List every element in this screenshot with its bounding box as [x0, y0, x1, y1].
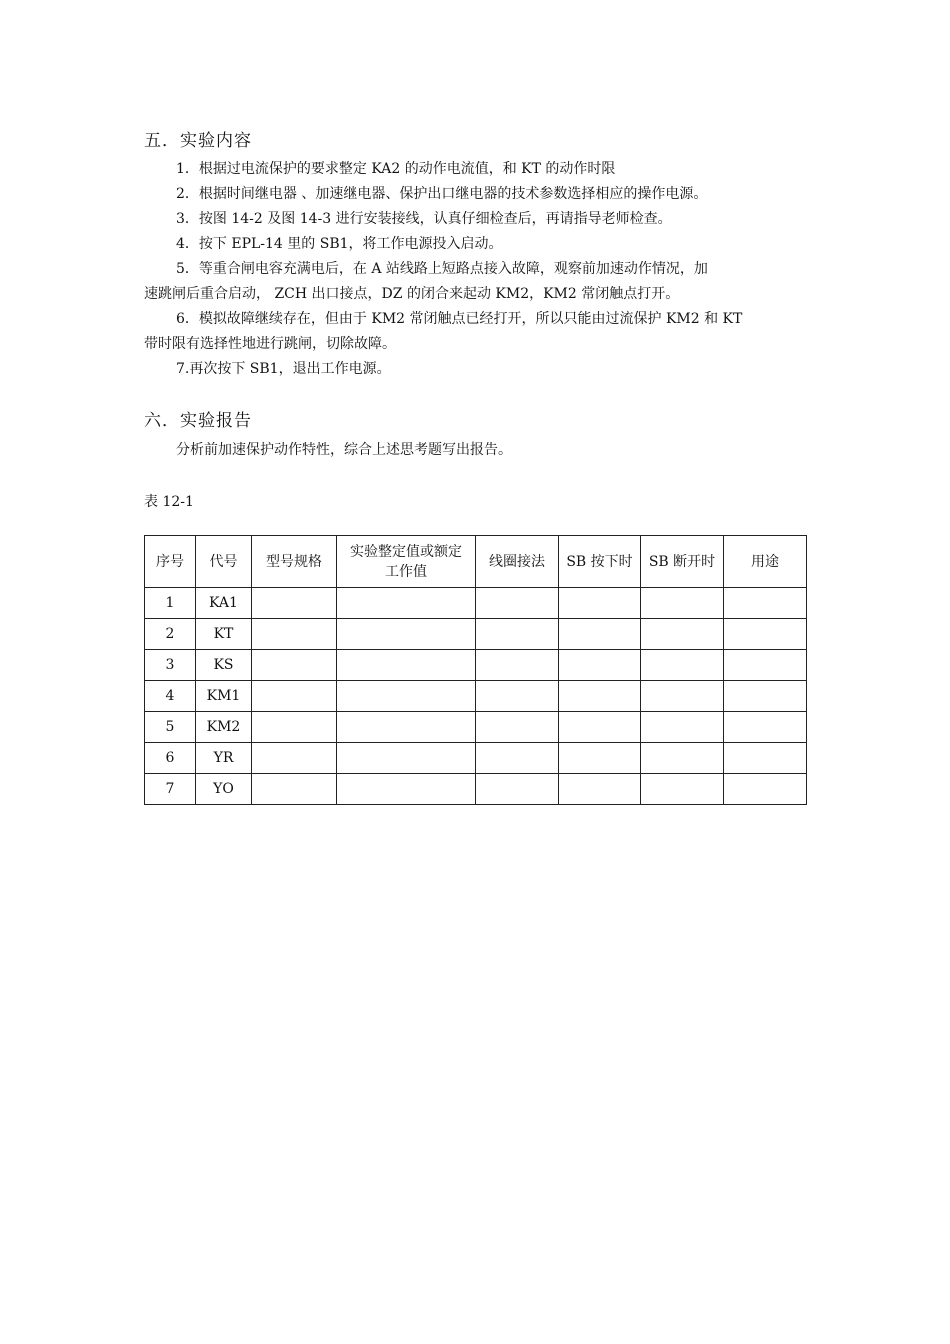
cell-no: 1	[145, 588, 196, 619]
cell-empty	[641, 588, 724, 619]
cell-empty	[559, 743, 641, 774]
table-caption: 表 12-1	[144, 494, 194, 510]
table-row	[145, 712, 807, 743]
cell-empty	[559, 681, 641, 712]
section-heading-content: 五．实验内容	[144, 131, 252, 151]
header-purpose: 用途	[724, 536, 807, 588]
header-coil-wiring: 线圈接法	[476, 536, 559, 588]
cell-empty	[559, 650, 641, 681]
cell-empty	[559, 588, 641, 619]
cell-empty	[337, 619, 476, 650]
content-item-6-line2: 带时限有选择性地进行跳闸，切除故障。	[144, 336, 396, 352]
cell-empty	[476, 650, 559, 681]
cell-empty	[724, 774, 807, 805]
cell-empty	[337, 650, 476, 681]
cell-empty	[476, 681, 559, 712]
cell-empty	[641, 774, 724, 805]
cell-empty	[252, 681, 337, 712]
cell-empty	[641, 650, 724, 681]
cell-empty	[559, 619, 641, 650]
cell-empty	[252, 712, 337, 743]
cell-empty	[641, 743, 724, 774]
table-row	[145, 619, 807, 650]
table-header-row	[145, 536, 807, 588]
cell-empty	[337, 743, 476, 774]
cell-empty	[252, 650, 337, 681]
cell-empty	[252, 774, 337, 805]
content-item-5-line1: 5．等重合闸电容充满电后，在 A 站线路上短路点接入故障，观察前加速动作情况，加	[176, 261, 708, 277]
cell-empty	[252, 619, 337, 650]
cell-empty	[724, 588, 807, 619]
content-item-6-line1: 6．模拟故障继续存在，但由于 KM2 常闭触点已经打开，所以只能由过流保护 KM2 和 KT	[176, 311, 743, 327]
cell-empty	[476, 774, 559, 805]
cell-empty	[476, 588, 559, 619]
cell-empty	[337, 588, 476, 619]
header-sb-pressed: SB 按下时	[559, 536, 641, 588]
cell-empty	[476, 619, 559, 650]
content-item-4: 4．按下 EPL-14 里的 SB1，将工作电源投入启动。	[176, 236, 503, 252]
table-row	[145, 588, 807, 619]
header-code: 代号	[196, 536, 252, 588]
header-setting-line1: 实验整定值或额定	[350, 543, 462, 560]
header-setting-value	[337, 536, 476, 588]
content-item-7: 7.再次按下 SB1，退出工作电源。	[176, 361, 391, 377]
cell-empty	[337, 681, 476, 712]
cell-empty	[476, 712, 559, 743]
cell-no: 5	[145, 712, 196, 743]
content-item-3: 3．按图 14-2 及图 14-3 进行安装接线，认真仔细检查后，再请指导老师检查。	[176, 211, 672, 227]
cell-no: 6	[145, 743, 196, 774]
cell-empty	[476, 743, 559, 774]
content-item-5-line2: 速跳闸后重合启动， ZCH 出口接点，DZ 的闭合来起动 KM2，KM2 常闭触点打开。	[144, 286, 680, 302]
cell-empty	[724, 681, 807, 712]
content-item-2: 2．根据时间继电器 、加速继电器、保护出口继电器的技术参数选择相应的操作电源。	[176, 186, 708, 202]
report-body: 分析前加速保护动作特性，综合上述思考题写出报告。	[176, 442, 512, 458]
cell-empty	[337, 712, 476, 743]
cell-empty	[252, 588, 337, 619]
cell-empty	[641, 681, 724, 712]
header-setting-line2: 工作值	[385, 563, 427, 580]
cell-no: 7	[145, 774, 196, 805]
section-heading-report: 六．实验报告	[144, 411, 252, 431]
cell-empty	[252, 743, 337, 774]
cell-no: 3	[145, 650, 196, 681]
cell-code: KT	[196, 619, 252, 650]
header-no: 序号	[145, 536, 196, 588]
cell-empty	[337, 774, 476, 805]
cell-code: KS	[196, 650, 252, 681]
table-row	[145, 681, 807, 712]
cell-empty	[559, 774, 641, 805]
header-sb-released: SB 断开时	[641, 536, 724, 588]
component-table	[144, 535, 807, 805]
cell-empty	[724, 619, 807, 650]
cell-code: YR	[196, 743, 252, 774]
cell-code: KA1	[196, 588, 252, 619]
table-row	[145, 650, 807, 681]
table-row	[145, 743, 807, 774]
cell-empty	[724, 650, 807, 681]
cell-no: 2	[145, 619, 196, 650]
cell-empty	[559, 712, 641, 743]
header-model: 型号规格	[252, 536, 337, 588]
cell-code: KM2	[196, 712, 252, 743]
content-item-1: 1．根据过电流保护的要求整定 KA2 的动作电流值，和 KT 的动作时限	[176, 161, 616, 177]
cell-code: YO	[196, 774, 252, 805]
cell-no: 4	[145, 681, 196, 712]
cell-empty	[724, 712, 807, 743]
table-row	[145, 774, 807, 805]
cell-empty	[724, 743, 807, 774]
cell-empty	[641, 619, 724, 650]
cell-empty	[641, 712, 724, 743]
cell-code: KM1	[196, 681, 252, 712]
